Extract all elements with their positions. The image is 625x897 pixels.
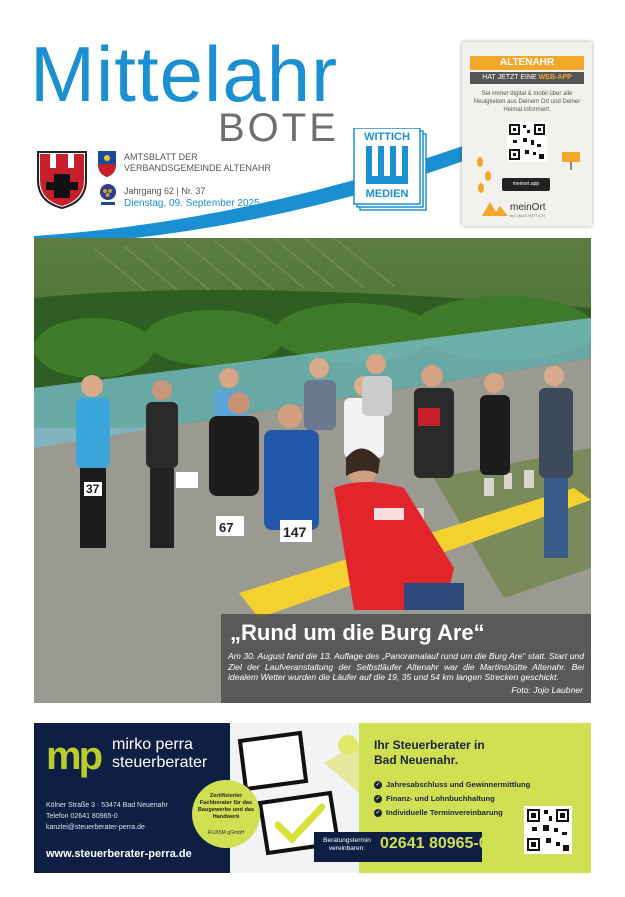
qr-code-icon xyxy=(524,806,572,854)
meinort-logo-icon xyxy=(482,198,508,216)
list-item xyxy=(374,806,530,820)
amtsblatt-line-2: VERBANDSGEMEINDE ALTENAHR xyxy=(124,163,271,173)
altenahr-coat-of-arms-icon xyxy=(36,150,88,210)
issue-number: Jahrgang 62 | Nr. 37 xyxy=(124,186,206,196)
certification-badge xyxy=(192,780,260,848)
publisher-suffix: MEDIEN xyxy=(365,188,409,200)
service-label: Individuelle Terminvereinbarung xyxy=(386,808,503,817)
headline-line-1: Ihr Steuerberater in xyxy=(374,738,485,752)
qr-code-icon xyxy=(507,122,547,162)
footprints-icon xyxy=(474,154,494,194)
bib-number: 147 xyxy=(283,524,307,540)
brand-name: meinOrt xyxy=(510,202,546,213)
bib-number: 37 xyxy=(86,482,100,496)
badge-issuer: IFU/ISM gGmbH xyxy=(207,830,245,836)
cover-text: Am 30. August fand die 13. Auflage des „Panoramalauf rund um die Burg Are“ statt. Start und Ziel der Laufveranstaltung der Selbstläufer Altenahr war die Martinshütte Altenahr. Bei idealem Wetter wurden die Läufer auf die 19, 35 und 54 km langen Strecken geschickt. xyxy=(228,651,584,682)
headline-line-2: Bad Neuenahr. xyxy=(374,753,459,767)
meinort-brand xyxy=(510,202,546,218)
appointment-label xyxy=(318,837,376,853)
wine-region-logo-icon xyxy=(97,182,119,206)
service-label: Finanz- und Lohnbuchhaltung xyxy=(386,794,495,803)
ad-subline xyxy=(470,72,584,84)
ad-subline-b: WEB-APP xyxy=(538,74,572,81)
check-icon: ✓ xyxy=(375,782,381,788)
check-icon: ✓ xyxy=(375,796,381,802)
publisher-name: WITTICH xyxy=(364,131,410,143)
mp-logo: mp xyxy=(46,734,100,778)
brand-sub: by LINUS WITTICH xyxy=(510,213,545,218)
services-list xyxy=(374,778,530,820)
ad-text: Sei immer digital & mobil über alle Neuigkeiten aus Deinem Ort und Deiner Heimat informiert. xyxy=(473,91,581,113)
check-icon: ✓ xyxy=(375,810,381,816)
address-line: Kölner Straße 3 · 53474 Bad Neuenahr xyxy=(46,802,168,809)
district-coat-of-arms-icon xyxy=(97,150,117,178)
list-item xyxy=(374,792,530,806)
app-store-button[interactable]: meinort.app xyxy=(502,178,550,191)
appointment-label-line-2: vereinbaren: xyxy=(328,845,366,852)
ad-headline: ALTENAHR xyxy=(470,56,584,70)
advisor-website-link[interactable]: www.steuerberater-perra.de xyxy=(46,848,192,860)
ad-subline-a: HAT JETZT EINE xyxy=(482,74,537,81)
advisor-address xyxy=(46,800,168,833)
web-app-advertisement[interactable] xyxy=(462,42,592,226)
appointment-phone[interactable]: 02641 80965-0 xyxy=(380,835,488,852)
newspaper-subtitle: BOTE xyxy=(218,106,339,150)
advisor-name: mirko perra xyxy=(112,736,193,753)
cover-headline: „Rund um die Burg Are“ xyxy=(230,620,485,645)
service-label: Jahresabschluss und Gewinnermittlung xyxy=(386,780,531,789)
ad-right-headline xyxy=(374,738,485,768)
amtsblatt-label xyxy=(124,152,271,174)
wittich-medien-logo xyxy=(352,128,430,212)
list-item xyxy=(374,778,530,792)
newspaper-title: Mittelahr xyxy=(30,30,339,118)
appointment-label-line-1: Beratungstermin xyxy=(323,837,371,844)
issue-date: Dienstag, 09. September 2025 xyxy=(124,198,260,209)
email-line[interactable]: kanzlei@steuerberater-perra.de xyxy=(46,824,145,831)
phone-line: Telefon 02641 80965-0 xyxy=(46,813,118,820)
advisor-title: steuerberater xyxy=(112,754,208,771)
badge-text: Zertifizierter Fachberater für das Baugewerbe und das Handwerk xyxy=(197,793,255,820)
bib-number: 67 xyxy=(219,520,234,535)
photo-credit: Foto: Jojo Laubner xyxy=(511,685,583,695)
amtsblatt-line-1: AMTSBLATT DER xyxy=(124,152,198,162)
sign-icon xyxy=(560,150,582,170)
